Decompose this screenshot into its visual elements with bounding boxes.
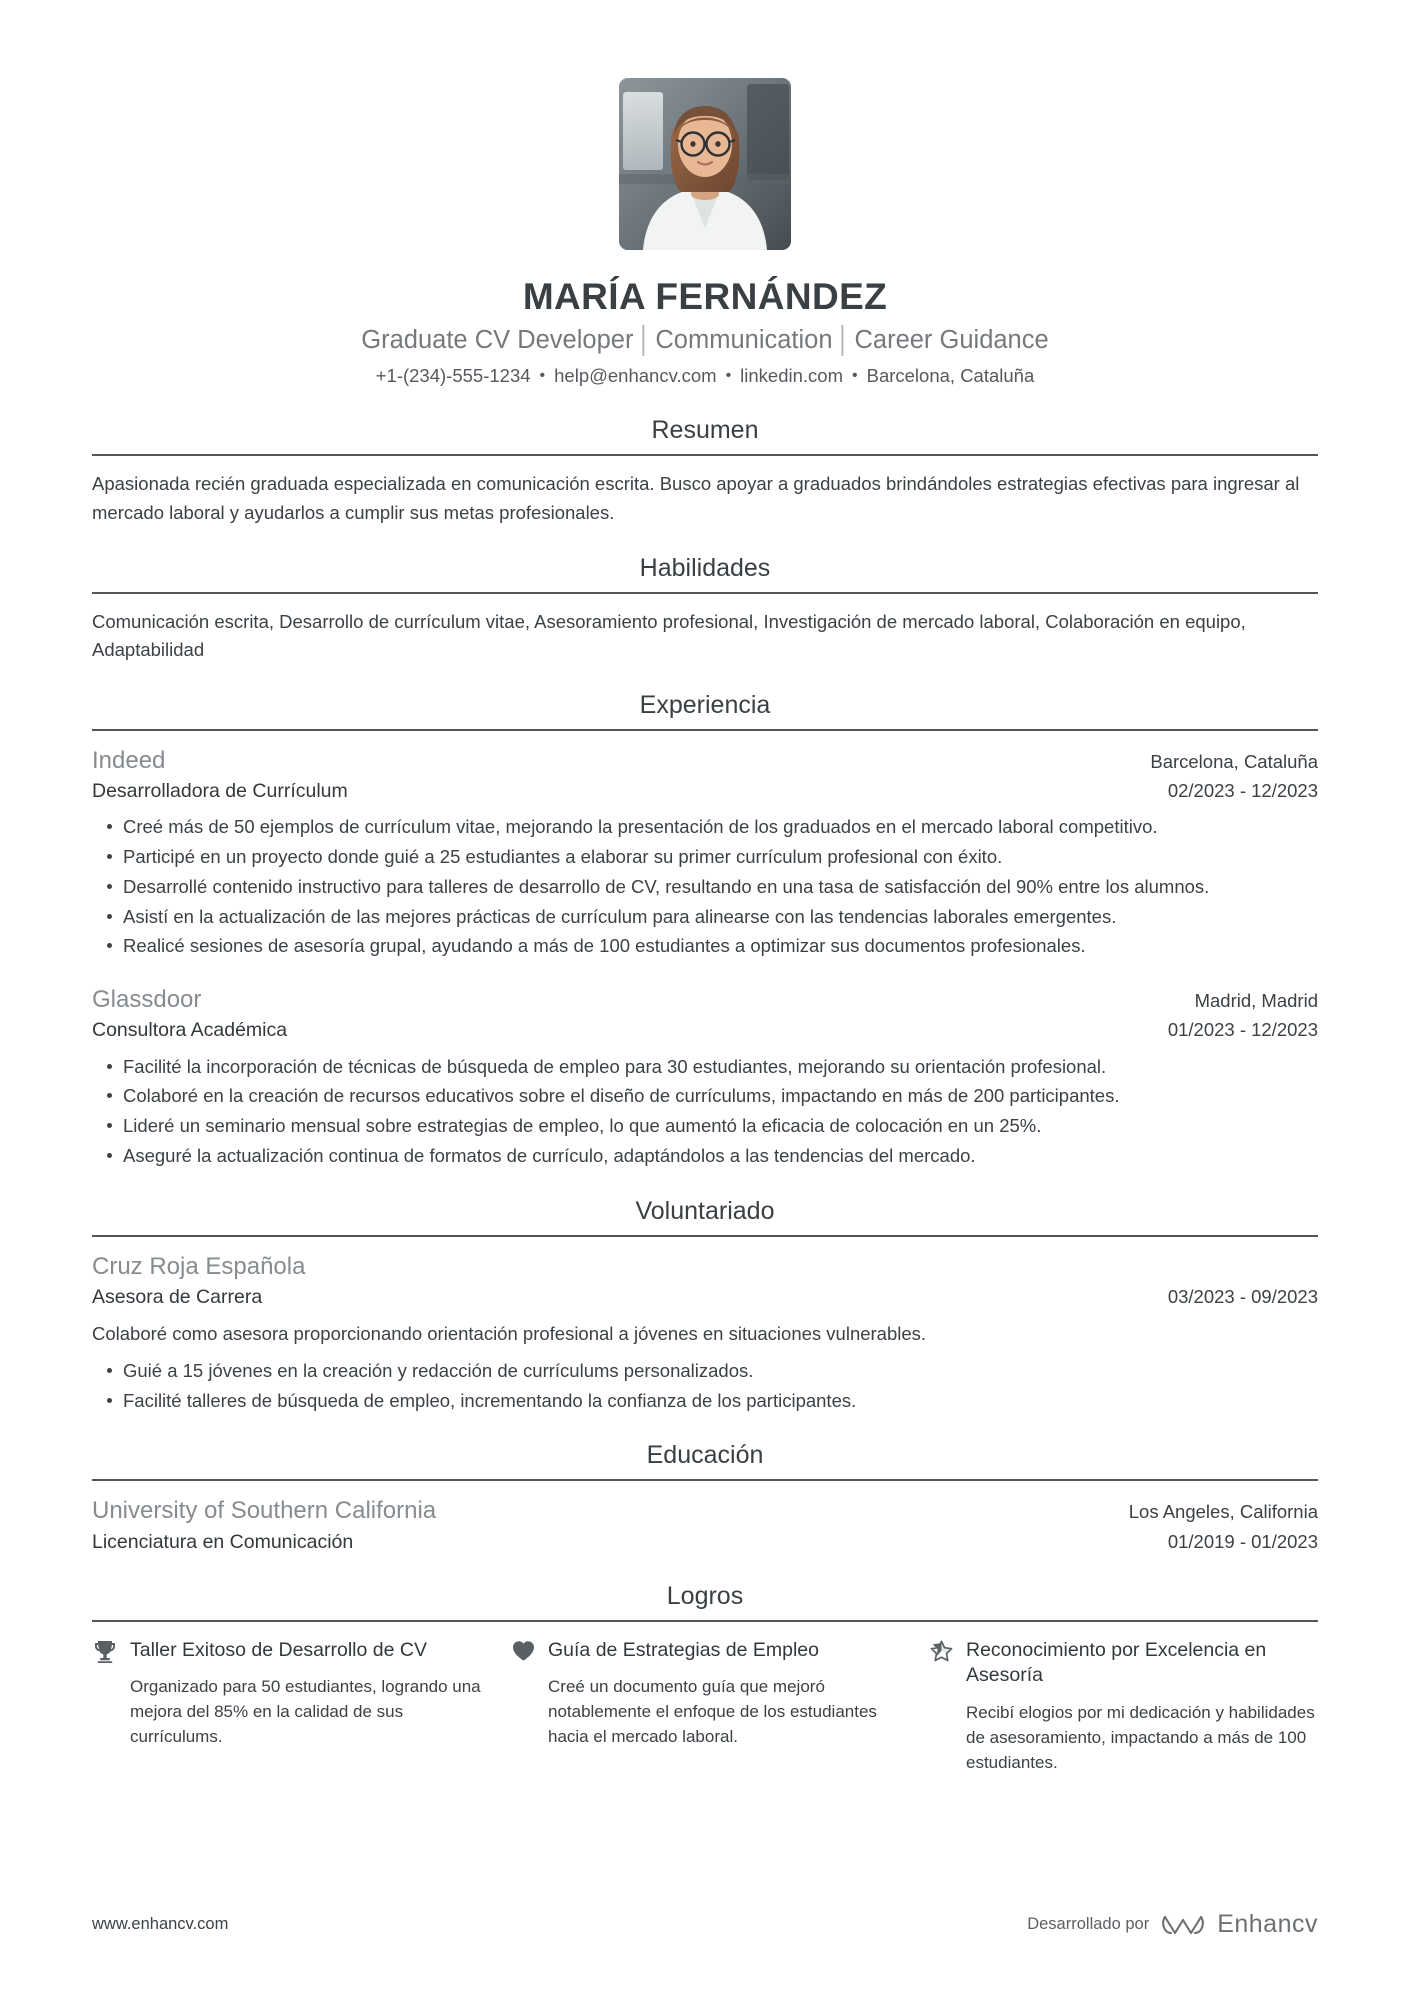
entry-degree: Licenciatura en Comunicación [92,1530,354,1553]
contact-separator: • [539,367,546,385]
entry-dates: 01/2019 - 01/2023 [1167,1530,1318,1552]
list-item: Facilité la incorporación de técnicas de búsqueda de empleo para 30 estudiantes, mejorando su orientación profesional. [92,1053,1318,1081]
entry-role: Asesora de Carrera [92,1285,263,1308]
trophy-icon [92,1638,118,1666]
volunteering-entry [92,1251,1318,1415]
section-title-achievements: Logros [666,1581,744,1610]
star-icon [928,1638,954,1666]
achievement-text: Recibí elogios por mi dedicación y habilidades de asesoramiento, impactando a más de 100 estudiantes. [966,1702,1315,1772]
contact-line [92,364,1318,389]
section-title-volunteering: Voluntariado [635,1196,775,1225]
section-body-summary [92,456,1318,526]
entry-bullet-list [92,1053,1318,1170]
entry-organization: Indeed [92,746,166,774]
headline-divider: │ [636,325,653,354]
achievement-title: Guía de Estrategias de Empleo [548,1638,819,1661]
list-item: Facilité talleres de búsqueda de empleo, incrementando la confianza de los participantes. [92,1387,1318,1415]
list-item: Guié a 15 jóvenes en la creación y redacción de currículums personalizados. [92,1357,1318,1385]
candidate-name: MARÍA FERNÁNDEZ [522,276,888,317]
candidate-headline [92,325,1318,357]
entry-bullet-list [92,813,1318,960]
list-item: Aseguré la actualización continua de formatos de currículo, adaptándolos a las tendencias del mercado. [92,1142,1318,1170]
summary-text: Apasionada recién graduada especializada en comunicación escrita. Busco apoyar a graduados brindándoles estrategias efectivas para ingresar al mercado laboral y ayudarlos a cumplir sus metas profesionales. [92,473,1300,523]
contact-separator: • [852,367,858,385]
section-summary [92,415,1318,526]
entry-organization: Glassdoor [92,986,202,1014]
contact-phone: +1-(234)-555-1234 [375,365,531,387]
achievement-body [966,1638,1318,1775]
contact-location: Barcelona, Cataluña [866,365,1035,387]
list-item: Participé en un proyecto donde guié a 25 estudiantes a elaborar su primer currículum profesional con éxito. [92,843,1318,871]
entry-org-row [92,1251,1318,1282]
entry-role-row [92,1015,1318,1043]
achievement-body [548,1638,900,1750]
entry-org-row [92,1495,1318,1526]
footer-developed-by: Desarrollado por [1027,1915,1150,1933]
achievement-title: Taller Exitoso de Desarrollo de CV [130,1638,427,1661]
entry-dates: 01/2023 - 12/2023 [1167,1019,1318,1041]
section-body-experience [92,731,1318,1170]
contact-email[interactable]: help@enhancv.com [554,365,717,387]
skills-text: Comunicación escrita, Desarrollo de currículum vitae, Asesoramiento profesional, Investigación de mercado laboral, Colaboración en equipo, Adaptabilidad [92,610,1246,660]
entry-role: Desarrolladora de Currículum [92,780,348,803]
section-title-education: Educación [646,1441,764,1470]
section-title-summary: Resumen [651,416,759,445]
entry-dates: 03/2023 - 09/2023 [1167,1285,1318,1307]
entry-role: Consultora Académica [92,1019,288,1042]
section-title-experience: Experiencia [639,690,771,719]
achievement-card [928,1638,1318,1775]
list-item: Creé más de 50 ejemplos de currículum vitae, mejorando la presentación de los graduados en el mercado laboral competitivo. [92,813,1318,841]
heart-icon [510,1638,536,1666]
section-achievements [92,1581,1318,1775]
achievement-text: Organizado para 50 estudiantes, logrando una mejora del 85% en la calidad de sus currículums. [130,1677,481,1747]
list-item: Realicé sesiones de asesoría grupal, ayudando a más de 100 estudiantes a optimizar sus documentos profesionales. [92,932,1318,960]
achievements-grid [92,1622,1318,1775]
achievement-text: Creé un documento guía que mejoró notablemente el enfoque de los estudiantes hacia el mercado laboral. [548,1677,877,1747]
entry-role-row [92,1282,1318,1310]
entry-organization: Cruz Roja Española [92,1252,306,1280]
avatar [619,78,791,250]
section-body-volunteering [92,1237,1318,1415]
entry-org-row [92,984,1318,1015]
entry-role-row [92,1527,1318,1555]
headline-part-3: Career Guidance [854,325,1049,354]
headline-part-2: Communication [655,325,833,354]
section-title-skills: Habilidades [639,553,771,582]
list-item: Colaboré en la creación de recursos educativos sobre el diseño de currículums, impactando en más de 200 participantes. [92,1082,1318,1110]
contact-separator: • [725,367,732,385]
section-experience [92,690,1318,1170]
headline-divider: │ [835,325,852,354]
entry-role-row [92,776,1318,804]
footer-brand [1027,1910,1318,1939]
enhancv-logo-icon [1162,1911,1204,1939]
list-item: Desarrollé contenido instructivo para talleres de desarrollo de CV, resultando en una tasa de satisfacción del 90% entre los alumnos. [92,873,1318,901]
section-education [92,1440,1318,1555]
entry-description: Colaboré como asesora proporcionando orientación profesional a jóvenes en situaciones vulnerables. [92,1323,927,1345]
entry-institution: University of Southern California [92,1497,437,1525]
achievement-card [92,1638,482,1775]
footer-brand-name: Enhancv [1217,1910,1318,1938]
avatar-container [92,78,1318,250]
entry-location: Los Angeles, California [1128,1501,1318,1523]
experience-entry [92,745,1318,960]
entry-bullet-list [92,1357,1318,1415]
entry-dates: 02/2023 - 12/2023 [1167,780,1318,802]
headline-part-1: Graduate CV Developer [361,325,634,354]
list-item: Asistí en la actualización de las mejores prácticas de currículum para alinearse con las tendencias laborales emergentes. [92,903,1318,931]
section-volunteering [92,1196,1318,1415]
entry-location: Madrid, Madrid [1194,990,1318,1012]
section-body-skills [92,594,1318,664]
footer-website[interactable]: www.enhancv.com [92,1915,229,1933]
list-item: Lideré un seminario mensual sobre estrategias de empleo, lo que aumentó la eficacia de colocación en un 25%. [92,1112,1318,1140]
entry-location: Barcelona, Cataluña [1150,750,1318,772]
page-footer [92,1910,1318,1939]
achievement-body [130,1638,482,1750]
section-body-education [92,1481,1318,1555]
section-skills [92,553,1318,664]
entry-org-row [92,745,1318,776]
achievement-card [510,1638,900,1775]
contact-linkedin[interactable]: linkedin.com [740,365,843,387]
experience-entry [92,984,1318,1170]
achievement-title: Reconocimiento por Excelencia en Asesoría [966,1638,1267,1687]
education-entry [92,1495,1318,1555]
resume-header [92,0,1318,389]
